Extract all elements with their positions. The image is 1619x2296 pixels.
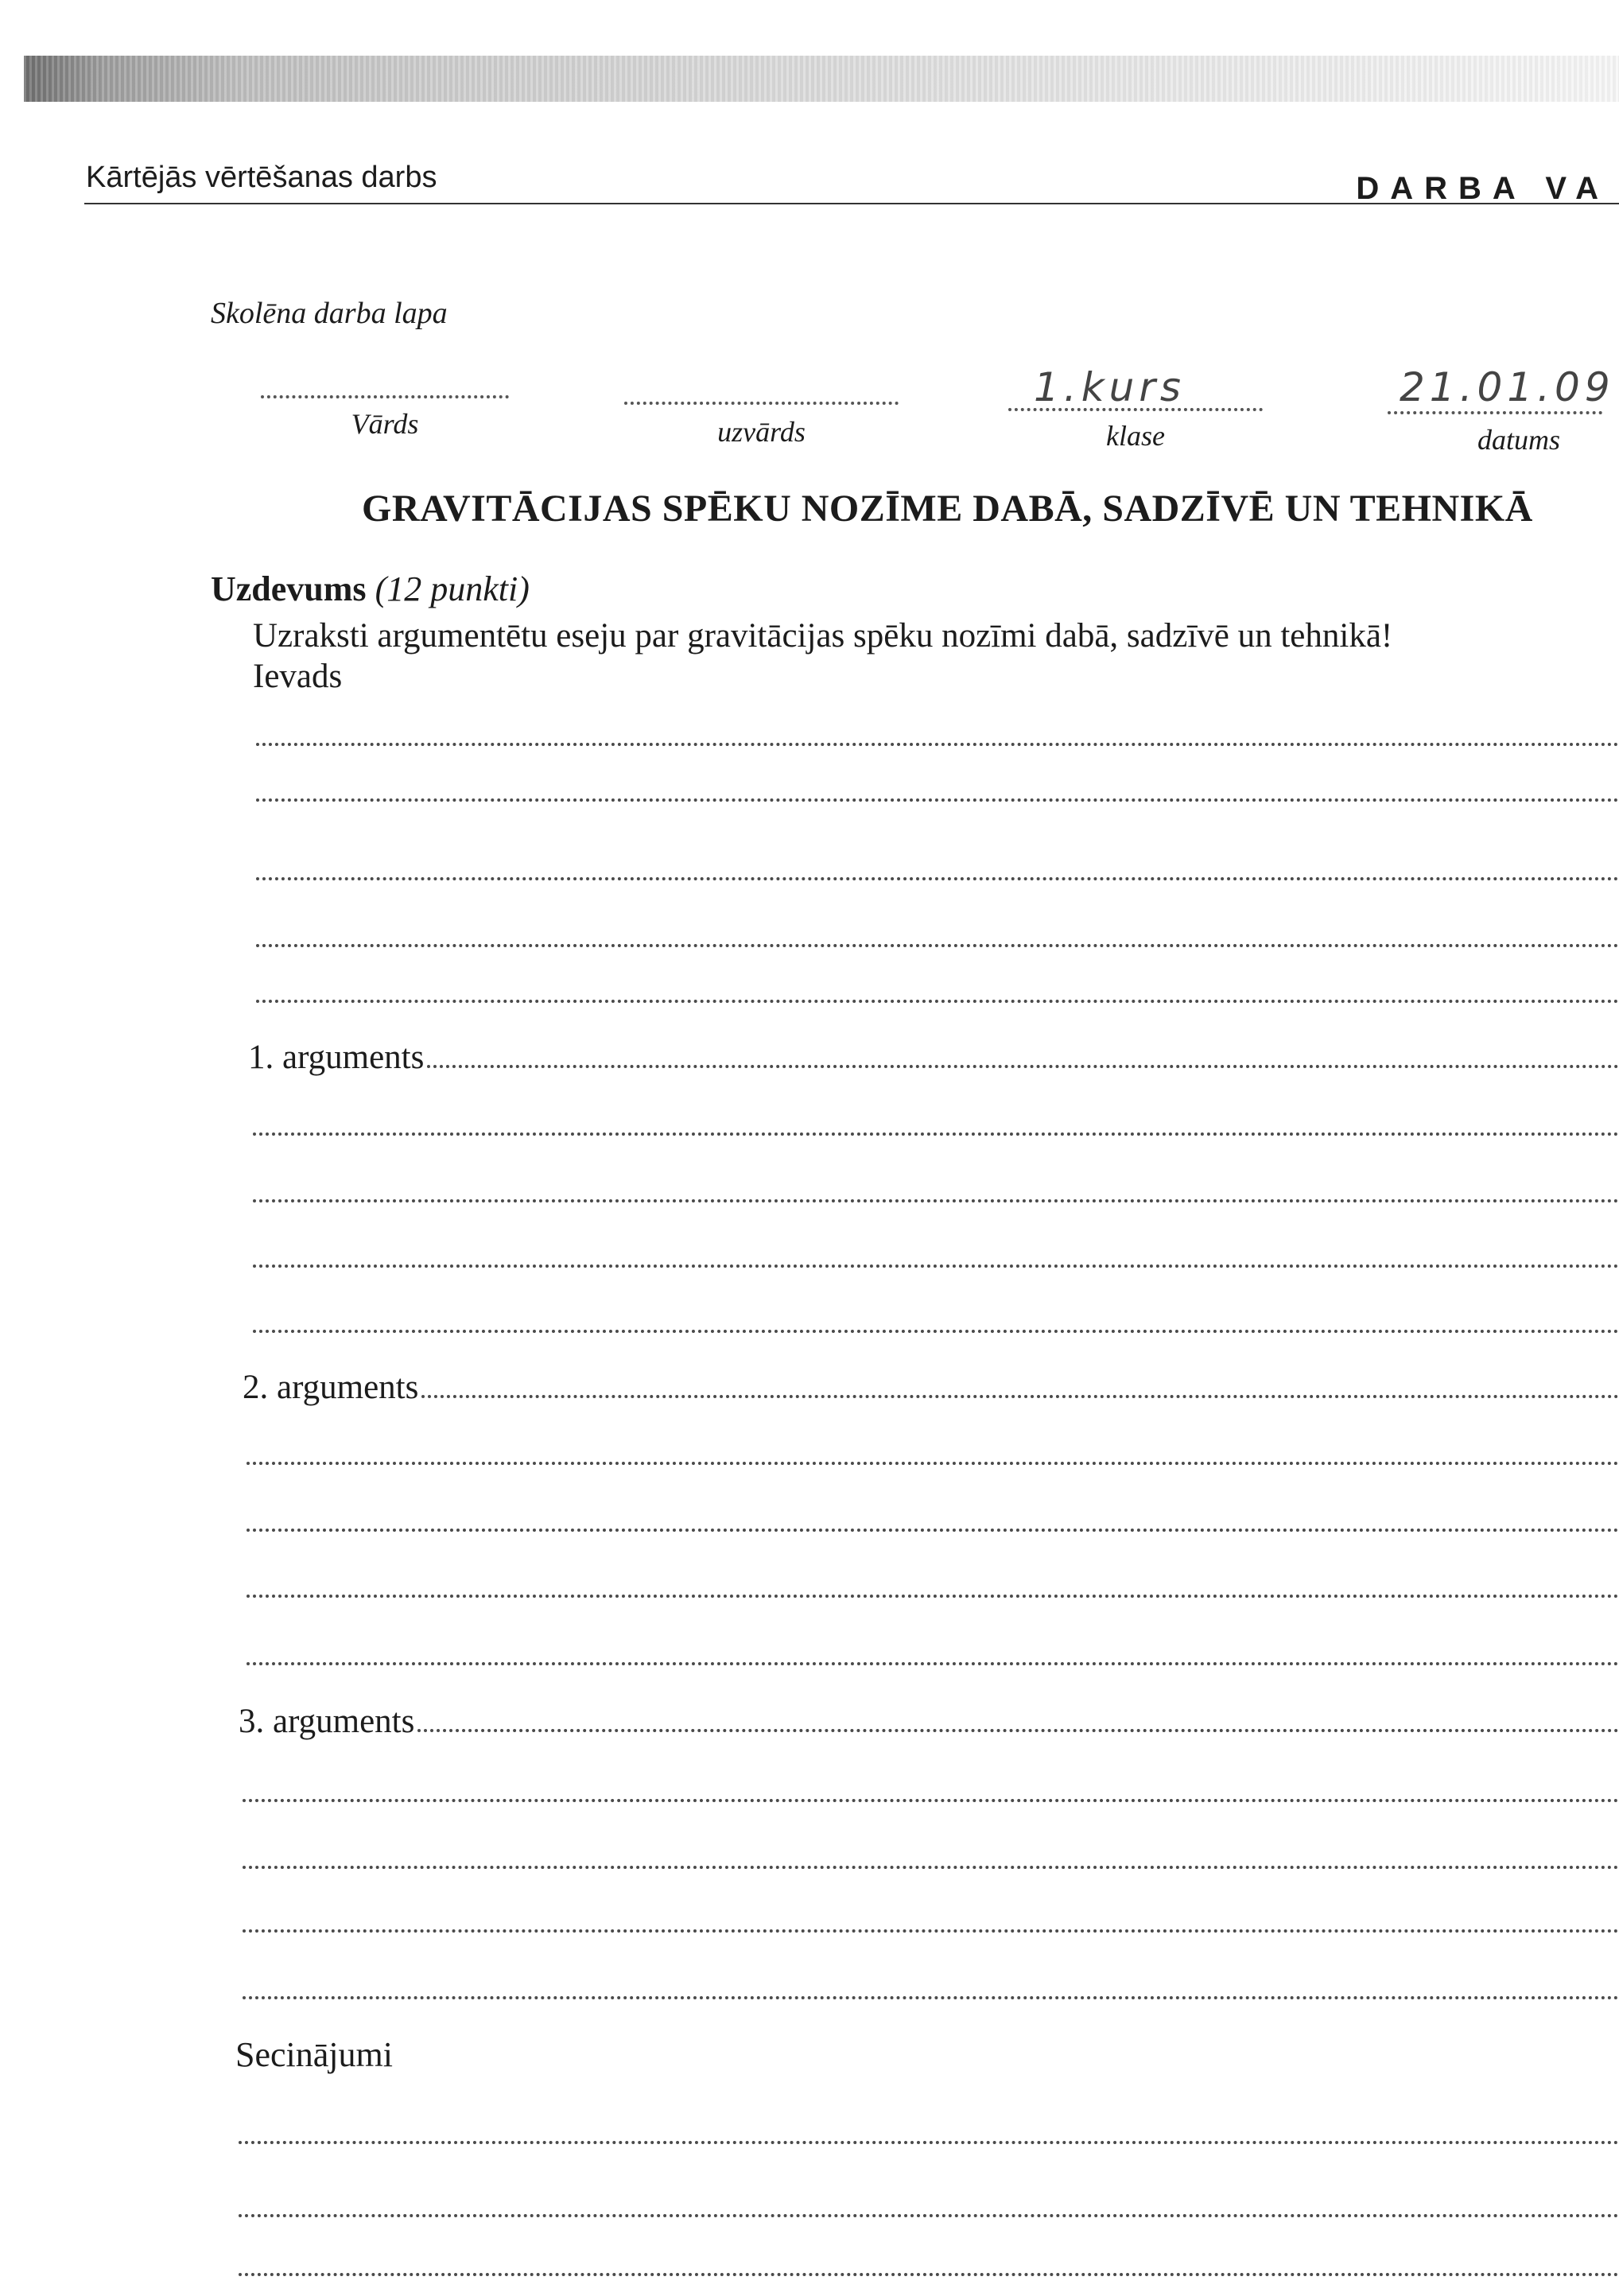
task-points: (12 punkti) [375, 569, 530, 608]
task-label-text: Uzdevums [211, 569, 367, 608]
date-field[interactable] [1388, 411, 1602, 414]
argument-2-answer-line[interactable] [247, 1595, 1619, 1598]
task-label [211, 569, 530, 609]
argument-3-answer-line[interactable] [243, 1799, 1619, 1802]
conclusions-answer-line[interactable] [239, 2141, 1619, 2144]
scan-edge-artifact [24, 56, 1619, 102]
intro-answer-line[interactable] [256, 1000, 1619, 1003]
argument-2-answer-line[interactable] [247, 1529, 1619, 1532]
argument-1-answer-line[interactable] [253, 1132, 1619, 1136]
sheet-label: Skolēna darba lapa [211, 297, 448, 330]
intro-answer-line[interactable] [256, 877, 1619, 880]
argument-3-label: 3. arguments [239, 1703, 415, 1740]
argument-1-fill [427, 1065, 1619, 1068]
task-instructions: Uzraksti argumentētu eseju par gravitācijas spēku nozīmi dabā, sadzīvē un tehnikā! [253, 617, 1393, 655]
argument-3-fill [417, 1729, 1619, 1732]
intro-answer-line[interactable] [256, 944, 1619, 947]
intro-answer-line[interactable] [256, 798, 1619, 802]
argument-2-line[interactable] [243, 1368, 1619, 1407]
argument-3-line[interactable] [239, 1702, 1619, 1741]
argument-2-label: 2. arguments [243, 1369, 419, 1406]
class-handwritten-value: 1.kurs [1034, 364, 1186, 410]
argument-3-answer-line[interactable] [243, 1929, 1619, 1933]
argument-1-answer-line[interactable] [253, 1330, 1619, 1333]
argument-2-fill [421, 1395, 1619, 1398]
argument-1-answer-line[interactable] [253, 1265, 1619, 1268]
conclusions-heading: Secinājumi [235, 2035, 393, 2074]
intro-heading: Ievads [253, 658, 343, 695]
header-section-label: DARBA VA [1356, 171, 1609, 206]
argument-3-answer-line[interactable] [243, 1996, 1619, 1999]
argument-2-answer-line[interactable] [247, 1662, 1619, 1665]
date-handwritten-value: 21.01.09 [1400, 364, 1615, 410]
conclusions-answer-line[interactable] [239, 2214, 1619, 2217]
date-caption: datums [1477, 424, 1560, 456]
last-name-field[interactable] [624, 402, 899, 405]
header-rule [84, 203, 1619, 204]
page-title: GRAVITĀCIJAS SPĒKU NOZĪME DABĀ, SADZĪVĒ UN TEHNIKĀ [362, 488, 1533, 530]
class-field[interactable] [1008, 408, 1263, 411]
argument-1-label: 1. arguments [248, 1039, 425, 1076]
first-name-caption: Vārds [351, 408, 419, 440]
argument-3-answer-line[interactable] [243, 1866, 1619, 1869]
argument-1-answer-line[interactable] [253, 1199, 1619, 1202]
intro-answer-line[interactable] [256, 743, 1619, 746]
last-name-caption: uzvārds [717, 416, 806, 448]
first-name-field[interactable] [261, 395, 509, 398]
conclusions-answer-line[interactable] [239, 2273, 1619, 2276]
class-caption: klase [1106, 420, 1165, 452]
argument-1-line[interactable] [248, 1038, 1619, 1077]
argument-2-answer-line[interactable] [247, 1462, 1619, 1465]
header-title: Kārtējās vērtēšanas darbs [86, 161, 437, 194]
